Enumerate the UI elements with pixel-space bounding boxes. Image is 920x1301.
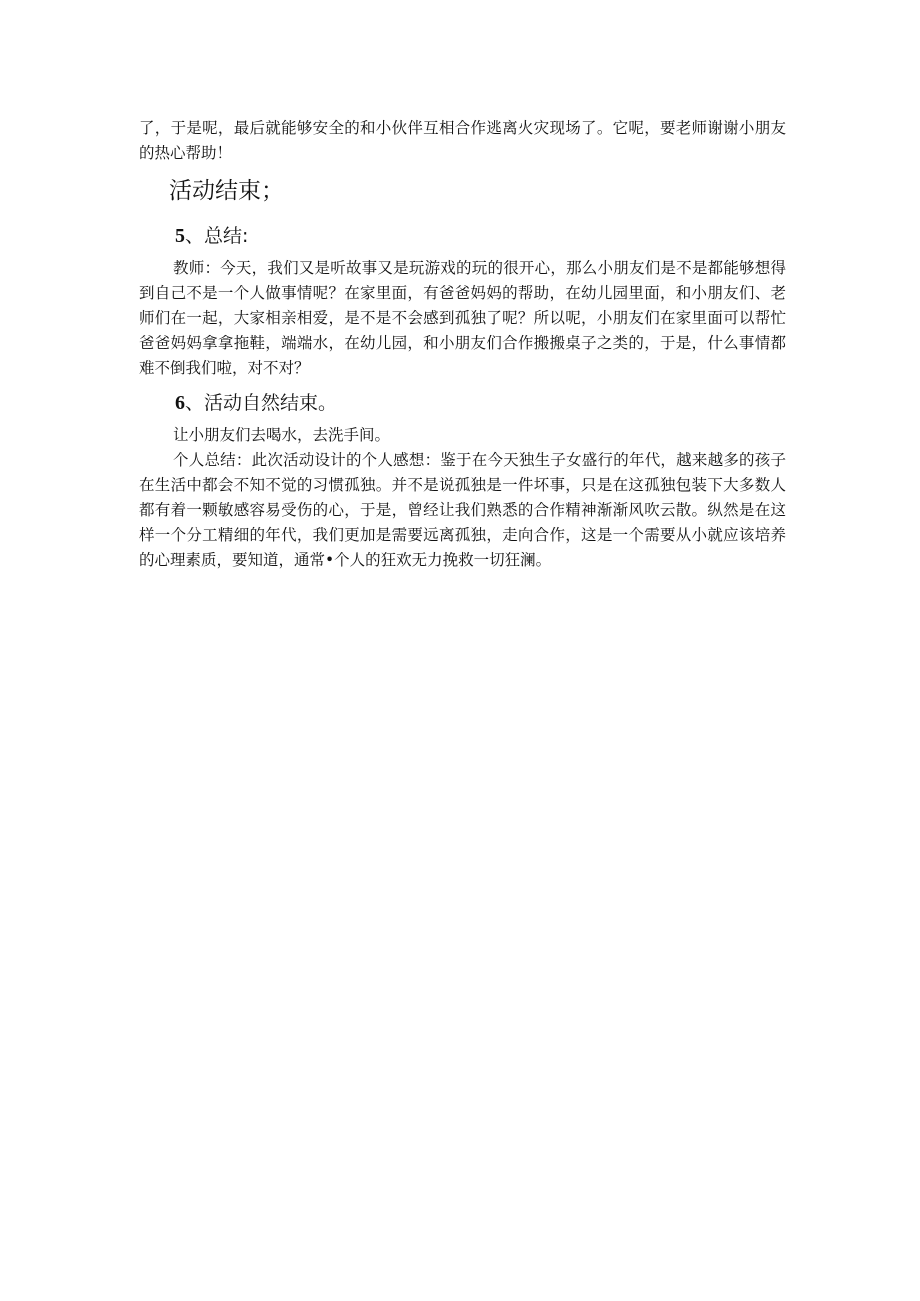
section-5-paragraph: 教师：今天，我们又是听故事又是玩游戏的玩的很开心，那么小朋友们是不是都能够想得到自己不是一个人做事情呢？在家里面，有爸爸妈妈的帮助，在幼儿园里面，和小朋友们、老师们在一起，大家相亲相爱，是不是不会感到孤独了呢？所以呢，小朋友们在家里面可以帮忙爸爸妈妈拿拿拖鞋，端端水，在幼儿园，和小朋友们合作搬搬桌子之类的，于是，什么事情都难不倒我们啦，对不对？ <box>139 259 786 377</box>
intro-paragraph: 了，于是呢，最后就能够安全的和小伙伴互相合作逃离火灾现场了。它呢，要老师谢谢小朋友的热心帮助！ <box>139 119 786 162</box>
section-6-title: 、活动自然结束。 <box>185 392 338 414</box>
section-6-number: 6 <box>175 392 185 414</box>
section-6-paragraph-2: 个人总结：此次活动设计的个人感想：鉴于在今天独生子女盛行的年代，越来越多的孩子在生活中都会不知不觉的习惯孤独。并不是说孤独是一件坏事，只是在这孤独包装下大多数人都有着一颗敏感容易受伤的心，于是，曾经让我们熟悉的合作精神渐渐风吹云散。纵然是在这样一个分工精细的年代，我们更加是需要远离孤独，走向合作，这是一个需要从小就应该培养的心理素质，要知道，通常•个人的狂欢无力挽救一切狂澜。 <box>139 451 786 569</box>
activity-end-heading: 活动结束； <box>169 178 284 204</box>
section-5-number: 5 <box>175 225 185 247</box>
section-5-heading <box>175 222 786 250</box>
section-6-heading <box>175 389 786 417</box>
section-6-paragraph-1: 让小朋友们去喝水，去洗手间。 <box>173 426 391 444</box>
document-body <box>139 116 786 573</box>
section-5-title: 、总结: <box>185 225 249 247</box>
